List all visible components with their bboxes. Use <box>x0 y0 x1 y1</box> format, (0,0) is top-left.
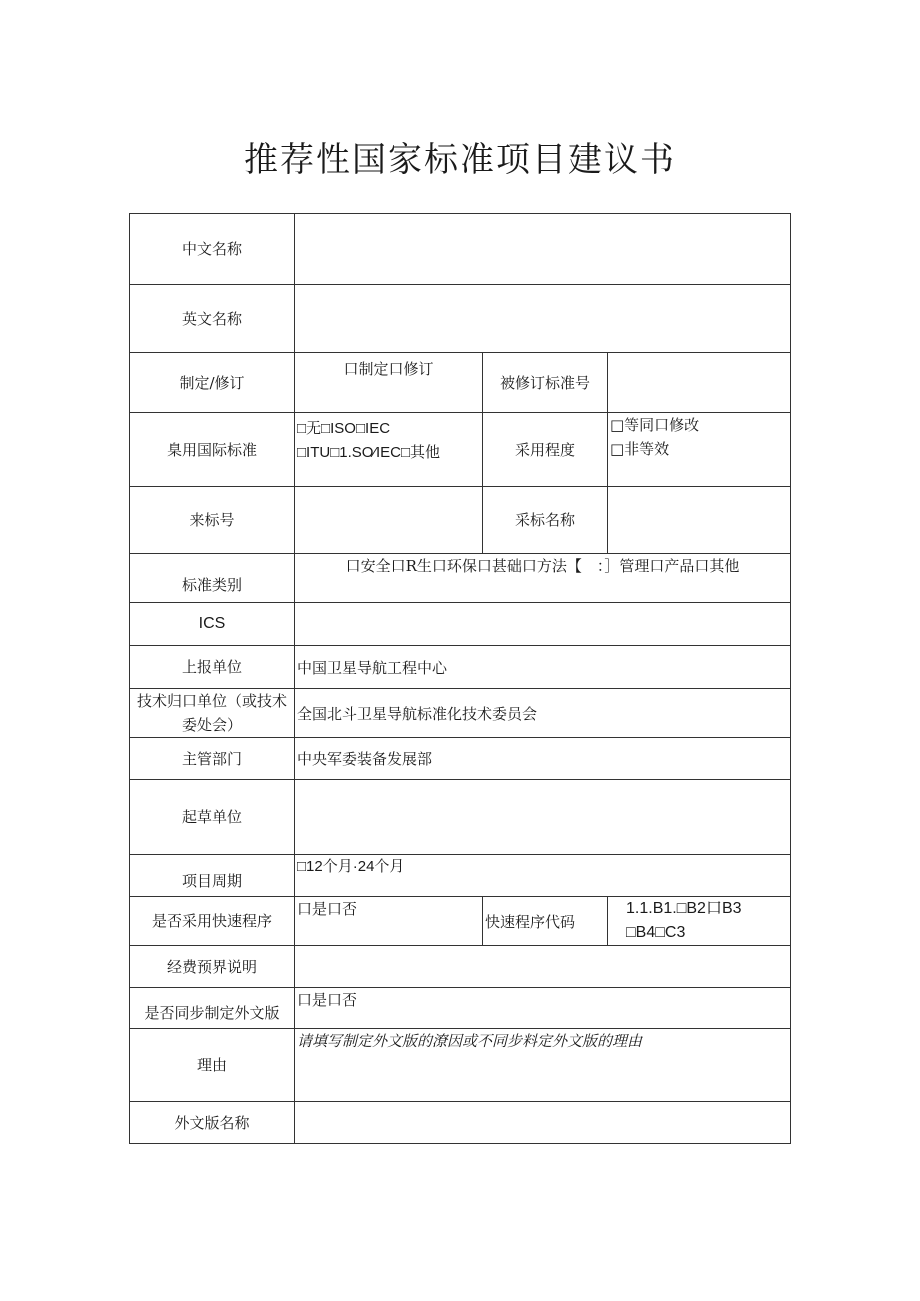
row-period <box>130 855 791 897</box>
dept-field[interactable]: 中央军委装备发展部 <box>295 738 791 780</box>
budget-label: 经费预界说明 <box>130 946 295 988</box>
row-adopt <box>130 413 791 487</box>
foreign-name-field[interactable] <box>295 1102 791 1144</box>
row-source <box>130 487 791 554</box>
budget-field[interactable] <box>295 946 791 988</box>
fast-track-code-line2: □B4□C3 <box>626 924 686 941</box>
row-revise <box>130 353 791 413</box>
row-foreign-name <box>130 1102 791 1144</box>
en-name-field[interactable] <box>295 285 791 353</box>
row-drafter <box>130 780 791 855</box>
row-tech-unit <box>130 689 791 738</box>
proposal-form-table <box>129 213 791 1144</box>
adopt-label: 臬用国际标准 <box>130 413 295 487</box>
reason-label: 理由 <box>130 1029 295 1102</box>
category-label: 标准类别 <box>130 554 295 603</box>
ics-field[interactable] <box>295 603 791 646</box>
source-no-label: 来标号 <box>130 487 295 554</box>
row-reason <box>130 1029 791 1102</box>
adopt-options-line2: □ITU□1.SO⁄IEC□其他 <box>297 444 441 461</box>
revised-standard-no-field[interactable] <box>608 353 791 413</box>
row-cn-name <box>130 214 791 285</box>
cn-name-label: 中文名称 <box>130 214 295 285</box>
source-name-field[interactable] <box>608 487 791 554</box>
adopt-options-line1: □无□ISO□IEC <box>297 420 391 437</box>
period-options[interactable]: □12个月·24个月 <box>295 855 791 897</box>
period-label: 项目周期 <box>130 855 295 897</box>
drafter-field[interactable] <box>295 780 791 855</box>
fast-track-code-line1: 1.1.B1.□B2口B3 <box>626 900 742 917</box>
ics-label: ICS <box>130 603 295 646</box>
en-name-label: 英文名称 <box>130 285 295 353</box>
fast-track-label: 是否采用快速程序 <box>130 897 295 946</box>
row-dept <box>130 738 791 780</box>
revise-label: 制定/修订 <box>130 353 295 413</box>
cn-name-field[interactable] <box>295 214 791 285</box>
sync-foreign-label: 是否同步制定外文版 <box>130 988 295 1029</box>
revise-options[interactable]: 口制定口修订 <box>295 353 483 413</box>
report-unit-label: 上报单位 <box>130 646 295 689</box>
source-no-field[interactable] <box>295 487 483 554</box>
dept-label: 主管部门 <box>130 738 295 780</box>
adopt-degree-options[interactable] <box>608 413 791 487</box>
fast-track-code-options[interactable] <box>608 897 791 946</box>
adopt-degree-line2: □非等效 <box>610 440 670 458</box>
tech-unit-label: 技术归口单位（或技术委处会） <box>130 689 295 738</box>
row-budget <box>130 946 791 988</box>
adopt-degree-line1: □等同口修改 <box>610 416 700 434</box>
foreign-name-label: 外文版名称 <box>130 1102 295 1144</box>
row-report-unit <box>130 646 791 689</box>
row-sync-foreign <box>130 988 791 1029</box>
reason-field[interactable]: 请填写制定外文版的潦因或不同步料定外文版的理由 <box>295 1029 791 1102</box>
adopt-options[interactable] <box>295 413 483 487</box>
revised-standard-no-label: 被修订标准号 <box>483 353 608 413</box>
drafter-label: 起草单位 <box>130 780 295 855</box>
row-ics <box>130 603 791 646</box>
tech-unit-field[interactable]: 全国北斗卫星导航标准化技术委员会 <box>295 689 791 738</box>
row-en-name <box>130 285 791 353</box>
fast-track-code-label: 快速程序代码 <box>483 897 608 946</box>
sync-foreign-options[interactable]: 口是口否 <box>295 988 791 1029</box>
report-unit-field[interactable]: 中国卫星导航工程中心 <box>295 646 791 689</box>
fast-track-options[interactable]: 口是口否 <box>295 897 483 946</box>
row-category <box>130 554 791 603</box>
row-fast-track <box>130 897 791 946</box>
category-options[interactable]: 口安全口R生口环保口甚础口方法【 ：］管理口产品口其他 <box>295 554 791 603</box>
adopt-degree-label: 采用程度 <box>483 413 608 487</box>
document-title: 推荐性国家标准项目建议书 <box>244 140 676 180</box>
source-name-label: 采标名称 <box>483 487 608 554</box>
